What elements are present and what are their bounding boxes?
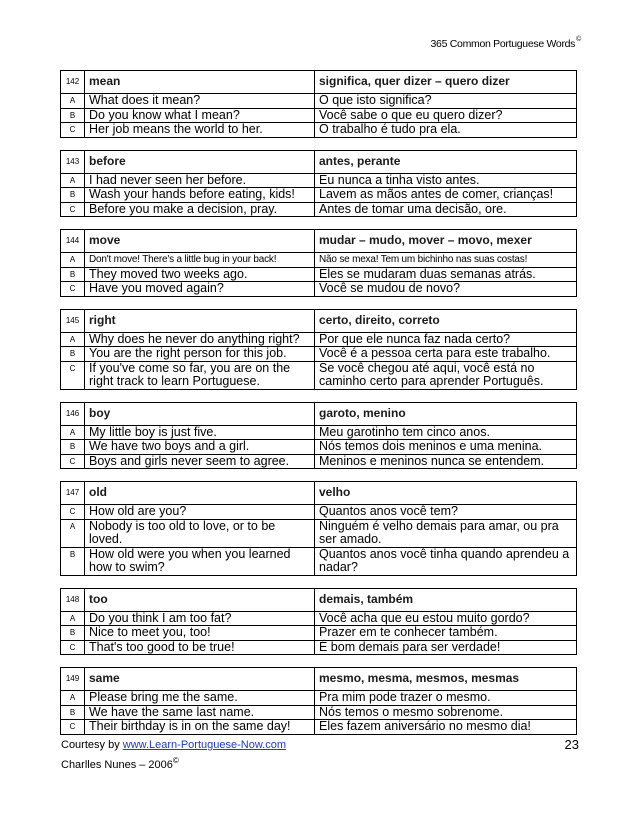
example-portuguese: Meninos e meninos nunca se entendem. (315, 454, 577, 469)
example-letter: A (61, 691, 85, 706)
copyright-mark: © (576, 36, 581, 43)
entry-word: move (85, 230, 315, 253)
example-letter: C (61, 454, 85, 469)
example-row (61, 519, 577, 547)
example-english: Nobody is too old to love, or to be loved. (85, 519, 315, 547)
example-letter: B (61, 108, 85, 123)
example-row (61, 253, 577, 268)
author-line (61, 753, 286, 773)
example-row (61, 202, 577, 217)
example-portuguese: Não se mexa! Tem um bichinho nas suas costas! (315, 253, 577, 268)
vocab-entry (60, 588, 577, 656)
example-letter: A (61, 332, 85, 347)
example-portuguese: Nós temos o mesmo sobrenome. (315, 705, 577, 720)
example-letter: B (61, 267, 85, 282)
example-letter: C (61, 361, 85, 389)
entry-translation: significa, quer dizer – quero dizer (315, 71, 577, 94)
website-link[interactable]: www.Learn-Portuguese-Now.com (122, 739, 286, 751)
vocab-entry (60, 481, 577, 576)
entry-header-row (61, 71, 577, 94)
example-portuguese: Quantos anos você tem? (315, 505, 577, 520)
example-portuguese: O que isto significa? (315, 94, 577, 109)
vocabulary-entries (60, 70, 577, 747)
example-english: Nice to meet you, too! (85, 626, 315, 641)
example-letter: C (61, 640, 85, 655)
example-portuguese: Quantos anos você tinha quando aprendeu a nadar? (315, 547, 577, 575)
vocab-table (60, 229, 577, 297)
entry-word: old (85, 482, 315, 505)
example-portuguese: Pra mim pode trazer o mesmo. (315, 691, 577, 706)
entry-translation: certo, direito, correto (315, 309, 577, 332)
example-row (61, 440, 577, 455)
entry-word: mean (85, 71, 315, 94)
example-letter: C (61, 720, 85, 735)
example-english: Their birthday is in on the same day! (85, 720, 315, 735)
entry-number: 147 (61, 482, 85, 505)
entry-translation: garoto, menino (315, 402, 577, 425)
courtesy-prefix: Courtesy by (61, 739, 123, 751)
vocab-entry (60, 402, 577, 470)
example-row (61, 332, 577, 347)
entry-word: too (85, 588, 315, 611)
example-english: How old are you? (85, 505, 315, 520)
vocab-table (60, 70, 577, 138)
example-letter: B (61, 440, 85, 455)
example-row (61, 94, 577, 109)
vocab-entry (60, 229, 577, 297)
example-portuguese: Eles se mudaram duas semanas atrás. (315, 267, 577, 282)
example-portuguese: Você é a pessoa certa para este trabalho. (315, 347, 577, 362)
courtesy-line (61, 738, 286, 753)
entry-translation: demais, também (315, 588, 577, 611)
example-letter: A (61, 425, 85, 440)
example-row (61, 705, 577, 720)
entry-translation: antes, perante (315, 150, 577, 173)
example-letter: B (61, 547, 85, 575)
example-letter: B (61, 188, 85, 203)
example-row (61, 454, 577, 469)
example-letter: C (61, 123, 85, 138)
example-row (61, 267, 577, 282)
page-number: 23 (564, 737, 579, 752)
vocab-entry (60, 70, 577, 138)
example-portuguese: Você acha que eu estou muito gordo? (315, 611, 577, 626)
example-row (61, 691, 577, 706)
example-letter: A (61, 519, 85, 547)
vocab-table (60, 588, 577, 656)
example-row (61, 611, 577, 626)
example-english: What does it mean? (85, 94, 315, 109)
example-letter: A (61, 253, 85, 268)
example-portuguese: Prazer em te conhecer também. (315, 626, 577, 641)
footer-copyright-mark: © (172, 756, 179, 765)
vocab-table (60, 481, 577, 576)
example-letter: A (61, 611, 85, 626)
example-row (61, 640, 577, 655)
example-letter: C (61, 282, 85, 297)
example-english: I had never seen her before. (85, 173, 315, 188)
vocab-table (60, 402, 577, 470)
example-portuguese: Por que ele nunca faz nada certo? (315, 332, 577, 347)
example-portuguese: Se você chegou até aqui, você está no caminho certo para aprender Português. (315, 361, 577, 389)
entry-number: 146 (61, 402, 85, 425)
example-row (61, 108, 577, 123)
entry-number: 144 (61, 230, 85, 253)
example-english: If you've come so far, you are on the right track to learn Portuguese. (85, 361, 315, 389)
example-row (61, 188, 577, 203)
example-portuguese: Lavem as mãos antes de comer, crianças! (315, 188, 577, 203)
example-row (61, 361, 577, 389)
example-row (61, 626, 577, 641)
entry-word: before (85, 150, 315, 173)
vocab-table (60, 150, 577, 218)
example-english: Wash your hands before eating, kids! (85, 188, 315, 203)
vocab-entry (60, 309, 577, 390)
example-letter: C (61, 202, 85, 217)
example-letter: C (61, 505, 85, 520)
example-english: Why does he never do anything right? (85, 332, 315, 347)
example-portuguese: Eu nunca a tinha visto antes. (315, 173, 577, 188)
example-english: Do you think I am too fat? (85, 611, 315, 626)
example-row (61, 720, 577, 735)
entry-header-row (61, 230, 577, 253)
entry-number: 142 (61, 71, 85, 94)
example-portuguese: Nós temos dois meninos e uma menina. (315, 440, 577, 455)
author-name: Charlles Nunes – 2006 (61, 759, 173, 771)
example-english: How old were you when you learned how to swim? (85, 547, 315, 575)
example-row (61, 123, 577, 138)
example-english: We have the same last name. (85, 705, 315, 720)
example-english: We have two boys and a girl. (85, 440, 315, 455)
entry-number: 145 (61, 309, 85, 332)
example-english: That's too good to be true! (85, 640, 315, 655)
example-english: Her job means the world to her. (85, 123, 315, 138)
example-row (61, 425, 577, 440)
example-portuguese: Eles fazem aniversário no mesmo dia! (315, 720, 577, 735)
entry-header-row (61, 668, 577, 691)
entry-header-row (61, 150, 577, 173)
entry-header-row (61, 402, 577, 425)
entry-word: boy (85, 402, 315, 425)
example-english: My little boy is just five. (85, 425, 315, 440)
example-letter: A (61, 173, 85, 188)
example-portuguese: Ninguém é velho demais para amar, ou pra ser amado. (315, 519, 577, 547)
entry-number: 149 (61, 668, 85, 691)
entry-translation: mesmo, mesma, mesmos, mesmas (315, 668, 577, 691)
example-portuguese: Antes de tomar uma decisão, ore. (315, 202, 577, 217)
entry-translation: mudar – mudo, mover – movo, mexer (315, 230, 577, 253)
example-portuguese: É bom demais para ser verdade! (315, 640, 577, 655)
entry-header-row (61, 482, 577, 505)
vocab-table (60, 667, 577, 735)
example-row (61, 173, 577, 188)
entry-word: same (85, 668, 315, 691)
entry-number: 148 (61, 588, 85, 611)
vocab-entry (60, 667, 577, 735)
example-english: They moved two weeks ago. (85, 267, 315, 282)
entry-header-row (61, 309, 577, 332)
page-footer (61, 738, 286, 773)
example-letter: A (61, 94, 85, 109)
example-letter: B (61, 705, 85, 720)
example-portuguese: Você sabe o que eu quero dizer? (315, 108, 577, 123)
example-english: Before you make a decision, pray. (85, 202, 315, 217)
entry-translation: velho (315, 482, 577, 505)
entry-number: 143 (61, 150, 85, 173)
example-row (61, 505, 577, 520)
header-title: 365 Common Portuguese Words (430, 38, 576, 50)
example-english: Don't move! There's a little bug in your back! (85, 253, 315, 268)
example-portuguese: Você se mudou de novo? (315, 282, 577, 297)
page-header (431, 36, 581, 50)
entry-header-row (61, 588, 577, 611)
example-english: Please bring me the same. (85, 691, 315, 706)
example-english: Do you know what I mean? (85, 108, 315, 123)
vocab-table (60, 309, 577, 390)
entry-word: right (85, 309, 315, 332)
example-english: You are the right person for this job. (85, 347, 315, 362)
example-english: Have you moved again? (85, 282, 315, 297)
example-letter: B (61, 347, 85, 362)
example-row (61, 282, 577, 297)
example-row (61, 347, 577, 362)
example-letter: B (61, 626, 85, 641)
example-portuguese: Meu garotinho tem cinco anos. (315, 425, 577, 440)
example-english: Boys and girls never seem to agree. (85, 454, 315, 469)
example-row (61, 547, 577, 575)
vocab-entry (60, 150, 577, 218)
example-portuguese: O trabalho é tudo pra ela. (315, 123, 577, 138)
